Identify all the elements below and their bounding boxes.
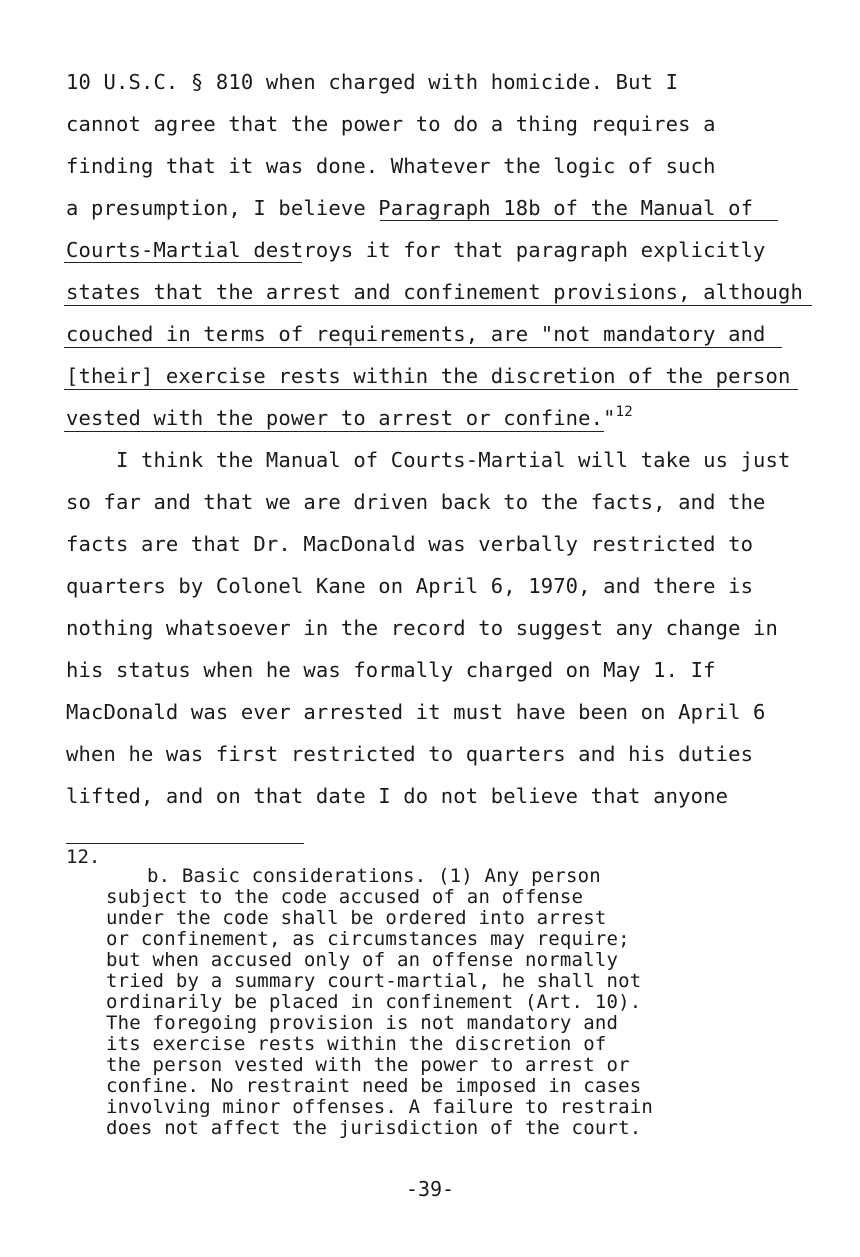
body-line-7: couched in terms of requirements, are "not mandatory and [66, 322, 766, 346]
body-line-11: so far and that we are driven back to the facts, and the [66, 490, 766, 514]
body-line-5: Courts-Martial destroys it for that paragraph explicitly [66, 238, 766, 262]
body-line-6: states that the arrest and confinement provisions, although [66, 280, 804, 304]
footnote-line-5: but when accused only of an offense normally [106, 949, 619, 971]
footnote-line-2: subject to the code accused of an offense [106, 886, 584, 908]
body-line-16: MacDonald was ever arrested it must have been on April 6 [66, 700, 766, 724]
footnote-number: 12. [66, 846, 101, 868]
footnote-line-6: tried by a summary court-martial, he shall not [106, 970, 642, 992]
underline-3 [64, 305, 812, 306]
body-line-2: cannot agree that the power to do a thing requires a [66, 112, 716, 136]
page-number: -39- [405, 1177, 455, 1201]
underline-4 [64, 347, 782, 348]
body-line-10: I think the Manual of Courts-Martial will take us just [66, 448, 791, 472]
body-line-1: 10 U.S.C. § 810 when charged with homicide. But I [66, 70, 679, 94]
body-line-12: facts are that Dr. MacDonald was verbally restricted to [66, 532, 754, 556]
underline-1 [380, 220, 778, 221]
footnote-separator [66, 843, 304, 844]
footnote-line-12: involving minor offenses. A failure to restrain [106, 1096, 654, 1118]
footnote-line-10: the person vested with the power to arrest or [106, 1054, 630, 1076]
underline-2 [64, 262, 302, 263]
footnote-line-13: does not affect the jurisdiction of the court. [106, 1117, 642, 1139]
body-line-15: his status when he was formally charged on May 1. If [66, 658, 716, 682]
footnote-line-9: its exercise rests within the discretion of [106, 1033, 607, 1055]
body-line-18: lifted, and on that date I do not believe that anyone [66, 784, 729, 808]
footnote-line-11: confine. No restraint need be imposed in cases [106, 1075, 642, 1097]
footnote-reference: 12 [615, 404, 633, 420]
footnote-line-7: ordinarily be placed in confinement (Art. 10). [106, 991, 642, 1013]
body-line-14: nothing whatsoever in the record to suggest any change in [66, 616, 779, 640]
underline-5 [64, 389, 798, 390]
body-line-3: finding that it was done. Whatever the logic of such [66, 154, 716, 178]
body-line-4: a presumption, I believe Paragraph 18b of the Manual of [66, 196, 754, 220]
body-line-8: [their] exercise rests within the discretion of the person [66, 364, 791, 388]
body-line-13: quarters by Colonel Kane on April 6, 1970, and there is [66, 574, 754, 598]
body-line-9: vested with the power to arrest or confine."$^{12}$ [66, 404, 633, 430]
body-line-17: when he was first restricted to quarters and his duties [66, 742, 754, 766]
underline-6 [64, 431, 604, 432]
footnote-line-3: under the code shall be ordered into arrest [106, 907, 607, 929]
footnote-line-8: The foregoing provision is not mandatory and [106, 1012, 619, 1034]
footnote-line-4: or confinement, as circumstances may require; [106, 928, 630, 950]
footnote-line-1: b. Basic considerations. (1) Any person [147, 865, 601, 887]
